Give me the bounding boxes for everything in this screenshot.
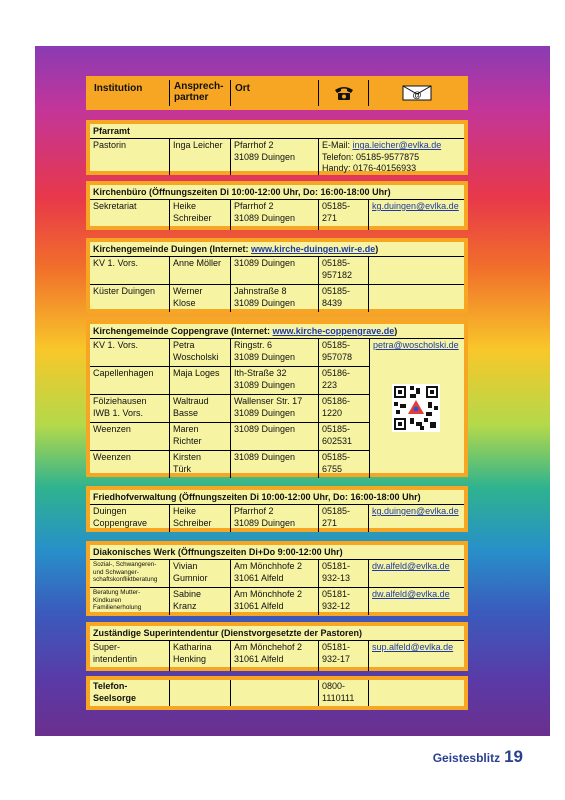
section-diakonisches-werk [86,541,468,616]
name-cell: Kirsten Türk [169,451,230,478]
name-cell [169,680,230,706]
role-cell: Super- intendentin [93,642,138,664]
email-cell [368,200,464,230]
phone-cell: 05181- 932-13 [318,560,368,587]
section-title: Kirchenbüro (Öffnungszeiten Di 10:00-12:00 Uhr, Do: 16:00-18:00 Uhr) [90,185,464,200]
role-cell: Weenzen [93,424,131,434]
name-cell: Werner Klose [169,285,230,312]
phone-cell: 05185- 602531 [318,423,368,450]
phone-cell: 05186- 1220 [318,395,368,422]
telephone-icon [318,80,368,106]
address-cell: Pfarrhof 2 31089 Duingen [230,200,318,230]
address-cell: Ringstr. 6 31089 Duingen [230,339,318,366]
phone-cell: 0800- 1110111 [318,680,368,706]
name-cell: Anne Möller [169,257,230,284]
email-link[interactable]: kg.duingen@evlka.de [372,201,459,211]
email-cell [368,560,464,587]
section-title: Kirchengemeinde Duingen (Internet: www.kirche-duingen.wir-e.de) [90,242,464,257]
phone-cell: 05185- 8439 [318,285,368,312]
phone-cell: 05181- 932-17 [318,641,368,671]
name-cell: Katharina Henking [169,641,230,671]
address-cell: Jahnstraße 8 31089 Duingen [230,285,318,312]
phone-cell: 05185- 957078 [318,339,368,366]
phone-cell: 05185- 957182 [318,257,368,284]
table-row [90,366,369,394]
table-header [86,76,468,110]
section-title: Friedhofverwaltung (Öffnungszeiten Di 10:00-12:00 Uhr, Do: 16:00-18:00 Uhr) [90,490,464,505]
name-cell: Sabine Kranz [169,588,230,615]
email-cell [368,641,464,671]
address-cell: Ith-Straße 32 31089 Duingen [230,367,318,394]
table-row [90,284,464,312]
role-cell: Sekretariat [93,201,137,211]
address-cell: 31089 Duingen [230,257,318,284]
email-cell [368,588,464,615]
address-cell: 31089 Duingen [230,423,318,450]
email-link[interactable]: kg.duingen@evlka.de [372,506,459,516]
header-institution: Institution [90,80,169,106]
phone-cell: 05186- 223 [318,367,368,394]
email-cell [368,285,464,312]
phone-cell: 05185- 6755 [318,451,368,478]
role-cell: Telefon- Seelsorge [93,681,137,703]
qr-code-icon[interactable] [392,384,440,432]
email-link[interactable]: sup.alfeld@evlka.de [372,642,454,652]
role-cell: Weenzen [93,452,131,462]
magazine-title: Geistesblitz [432,751,501,765]
address-cell: Pfarrhof 2 31089 Duingen [230,139,318,175]
address-cell: Wallenser Str. 17 31089 Duingen [230,395,318,422]
role-cell: Beratung Mutter- Kindkuren Familienerholung [93,589,142,611]
email-link[interactable]: dw.alfeld@evlka.de [372,561,450,571]
table-row [90,587,464,615]
table-row [90,422,369,450]
section-kirchenbuero [86,181,468,230]
section-kg-duingen [86,238,468,313]
email-cell [368,505,464,532]
address-cell: Am Mönchhofe 2 31061 Alfeld [230,560,318,587]
header-place: Ort [230,80,318,106]
address-cell: Am Mönchhofe 2 31061 Alfeld [230,588,318,615]
section-title: Zuständige Superintendentur (Dienstvorgesetzte der Pastoren) [90,626,464,641]
page-number: 19 [504,747,523,766]
role-cell: Küster Duingen [93,286,156,296]
name-cell: Vivian Gumnior [169,560,230,587]
email-column [369,339,464,478]
email-link[interactable]: dw.alfeld@evlka.de [372,589,450,599]
name-cell: Heike Schreiber [169,200,230,230]
address-cell: 31089 Duingen [230,451,318,478]
role-cell: Fölziehausen IWB 1. Vors. [93,396,147,418]
address-cell [230,680,318,706]
table-row [90,560,464,587]
name-cell: Waltraud Basse [169,395,230,422]
name-cell: Petra Woscholski [169,339,230,366]
email-link[interactable]: inga.leicher@evlka.de [352,140,442,150]
name-cell: Maja Loges [169,367,230,394]
section-friedhofverwaltung [86,486,468,532]
envelope-at-icon [368,80,464,106]
section-telefonseelsorge [86,676,468,710]
role-cell: KV 1. Vors. [93,340,139,350]
website-link[interactable]: www.kirche-coppengrave.de [272,326,395,336]
role-cell: KV 1. Vors. [93,258,139,268]
email-link[interactable]: petra@woscholski.de [373,340,459,350]
section-title: Diakonisches Werk (Öffnungszeiten Di+Do 9:00-12:00 Uhr) [90,545,464,560]
role-cell: Pastorin [93,140,127,150]
role-cell: Duingen Coppengrave [93,506,148,528]
email-cell [368,680,464,706]
phone-cell: 05181- 932-12 [318,588,368,615]
phone-cell: 05185- 271 [318,200,368,230]
contact-cell: E-Mail: inga.leicher@evlka.de Telefon: 05185-9577875 Handy: 0176-40156933 [318,139,464,175]
header-contact: Ansprech- partner [169,80,230,106]
role-cell: Sozial-, Schwangeren- und Schwanger- schaftskonfliktberatung [93,561,158,583]
role-cell: Capellenhagen [93,368,154,378]
table-row [90,394,369,422]
phone-cell: 05185- 271 [318,505,368,532]
email-cell [368,257,464,284]
address-cell: Pfarrhof 2 31089 Duingen [230,505,318,532]
section-superintendentur [86,622,468,671]
name-cell: Maren Richter [169,423,230,450]
section-pfarramt [86,120,468,175]
section-kg-coppengrave [86,320,468,477]
name-cell: Heike Schreiber [169,505,230,532]
table-row [90,450,369,478]
section-title: Pfarramt [90,124,464,139]
name-cell: Inga Leicher [169,139,230,175]
section-title: Kirchengemeinde Coppengrave (Internet: www.kirche-coppengrave.de) [90,324,464,339]
table-row [90,257,464,284]
svg-text:@: @ [412,90,421,100]
address-cell: Am Mönchehof 2 31061 Alfeld [230,641,318,671]
table-row [90,339,369,366]
page-footer [433,747,523,767]
website-link[interactable]: www.kirche-duingen.wir-e.de [251,244,376,254]
